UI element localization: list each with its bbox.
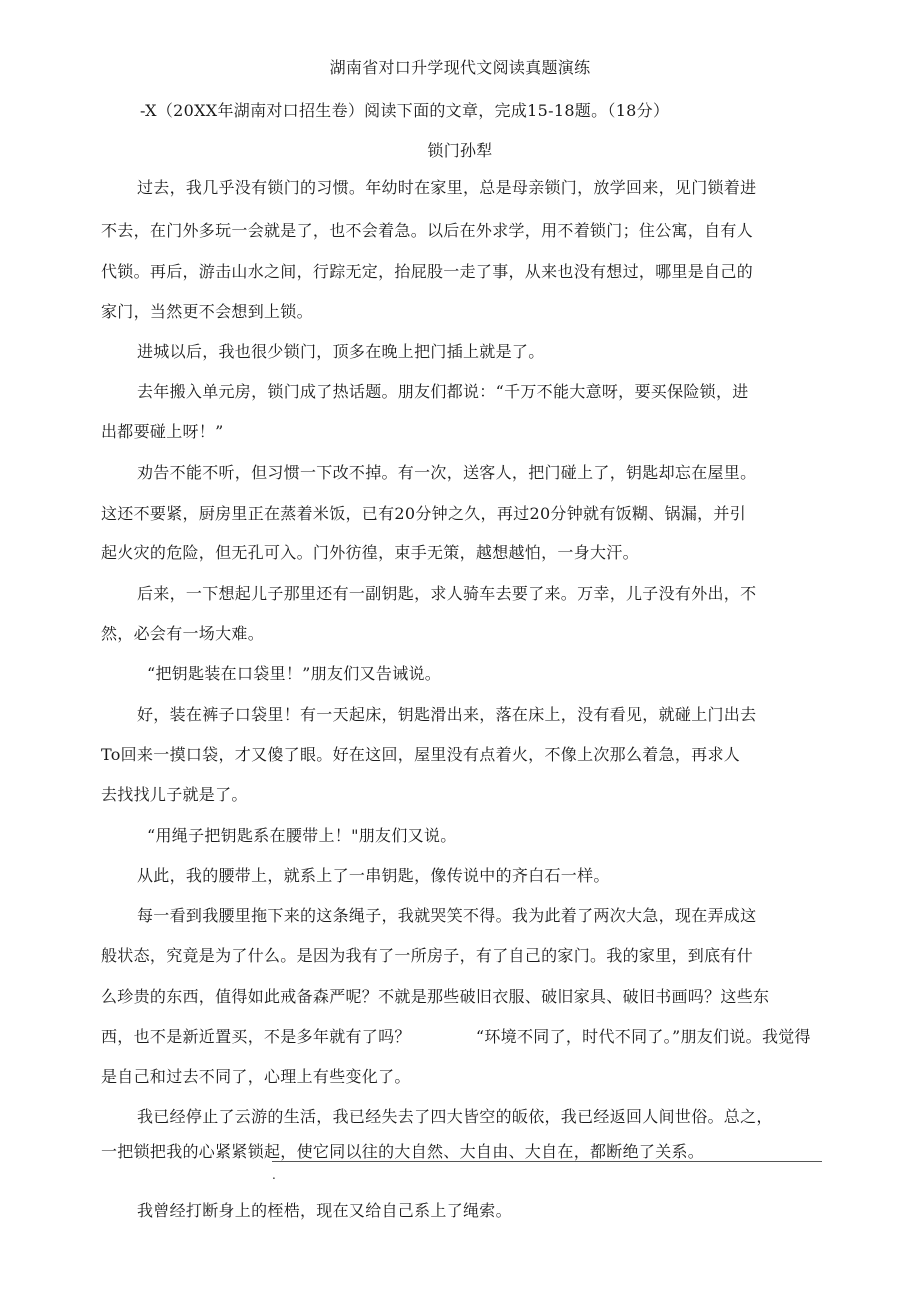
stray-dot: . [272, 1168, 276, 1182]
paragraph-line: 劝告不能不听，但习惯一下改不掉。有一次，送客人，把门碰上了，钥匙却忘在屋里。 [137, 463, 757, 482]
paragraph-line: 后来，一下想起儿子那里还有一副钥匙，求人骑车去要了来。万幸，儿子没有外出，不 [137, 584, 757, 603]
paragraph-line: 去找找儿子就是了。 [101, 785, 248, 804]
paragraph-line: 家门，当然更不会想到上锁。 [101, 302, 313, 321]
paragraph-line: 一把锁把我的心紧紧锁起，使它同以往的大自然、大自由、大自在，都断绝了关系。 [101, 1142, 705, 1161]
question-instruction: -X（20XX年湖南对口招生卷）阅读下面的文章，完成15-18题。（18分） [140, 101, 670, 120]
article-title: 锁门孙犁 [427, 141, 493, 160]
paragraph-line: 这还不要紧，厨房里正在蒸着米饭，已有20分钟之久，再过20分钟就有饭糊、锅漏，并引 [101, 504, 747, 523]
paragraph-line: 西，也不是新近置买，不是多年就有了吗？ “环境不同了，时代不同了。”朋友们说。我觉得 [101, 1027, 811, 1046]
paragraph-line: 是自己和过去不同了，心理上有些变化了。 [101, 1067, 411, 1086]
paragraph-line: 我曾经打断身上的桎梏，现在又给自己系上了绳索。 [137, 1201, 512, 1220]
paragraph-line: To回来一摸口袋，才又傻了眼。好在这回，屋里没有点着火，不像上次那么着急，再求人 [101, 745, 741, 764]
paragraph-line: “用绳子把钥匙系在腰带上！"朋友们又说。 [147, 826, 457, 845]
paragraph-line: 么珍贵的东西，值得如此戒备森严呢？不就是那些破旧衣服、破旧家具、破旧书画吗？这些东 [101, 987, 770, 1006]
paragraph-line: 每一看到我腰里拖下来的这条绳子，我就哭笑不得。我为此着了两次大急，现在弄成这 [137, 906, 757, 925]
paragraph-line: “把钥匙装在口袋里！”朋友们又告诫说。 [147, 664, 442, 683]
paragraph-line: 般状态，究竟是为了什么。是因为我有了一所房子，有了自己的家门。我的家里，到底有什 [101, 946, 754, 965]
paragraph-line: 从此，我的腰带上，就系上了一串钥匙，像传说中的齐白石一样。 [137, 866, 610, 885]
paragraph-line: 进城以后，我也很少锁门，顶多在晚上把门插上就是了。 [137, 342, 545, 361]
paragraph-line: 然，必会有一场大难。 [101, 624, 265, 643]
divider-line [272, 1161, 822, 1162]
paragraph-line: 去年搬入单元房，锁门成了热话题。朋友们都说：“千万不能大意呀，要买保险锁，进 [137, 382, 749, 401]
paragraph-line: 出都要碰上呀！” [101, 422, 224, 441]
paragraph-line: 代锁。再后，游击山水之间，行踪无定，抬屁股一走了事，从来也没有想过，哪里是自己的 [101, 262, 754, 281]
paragraph-line: 好，装在裤子口袋里！有一天起床，钥匙滑出来，落在床上，没有看见，就碰上门出去 [137, 705, 757, 724]
paragraph-line: 不去，在门外多玩一会就是了，也不会着急。以后在外求学，用不着锁门；住公寓，自有人 [101, 221, 754, 240]
paragraph-line: 起火灾的危险，但无孔可入。门外彷徨，束手无策，越想越怕，一身大汗。 [101, 543, 639, 562]
document-title: 湖南省对口升学现代文阅读真题演练 [329, 58, 591, 77]
paragraph-line: 我已经停止了云游的生活，我已经失去了四大皆空的皈依，我已经返回人间世俗。总之， [137, 1107, 773, 1126]
paragraph-line: 过去，我几乎没有锁门的习惯。年幼时在家里，总是母亲锁门，放学回来，见门锁着进 [137, 178, 757, 197]
